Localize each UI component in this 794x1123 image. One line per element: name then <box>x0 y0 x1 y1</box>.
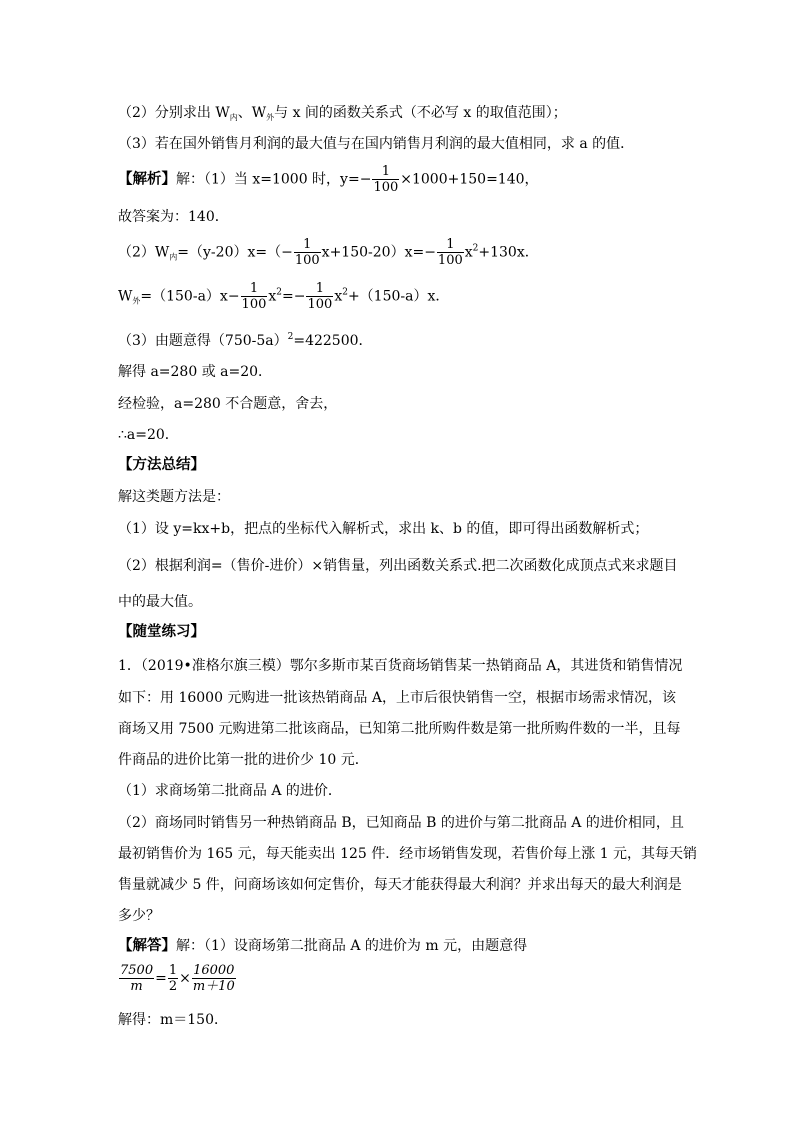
w-nei-a: =（y-20）x=（− <box>177 244 293 261</box>
step3-b: =422500． <box>293 333 373 349</box>
eq-times: × <box>179 970 191 987</box>
subscript-nei: 内 <box>169 252 178 262</box>
q2-tail: 与 x 间的函数关系式（不必写 x 的取值范围）； <box>274 105 567 121</box>
frac-denominator: 100 <box>241 297 267 312</box>
subscript-nei: 内 <box>229 113 238 122</box>
frac-numerator: 1 <box>381 164 390 179</box>
fraction-1-100 <box>437 237 464 268</box>
fraction-7500-over-m <box>119 963 154 994</box>
w-wai-d: x <box>334 288 343 305</box>
w-wai-c: =− <box>282 288 306 305</box>
frac-denominator: 100 <box>294 253 320 268</box>
eq-numerator-3: 16000 <box>193 963 235 978</box>
w-wai-line <box>118 281 449 312</box>
frac-numerator: 1 <box>249 281 259 296</box>
problem-1-line-4: 件商品的进价比第一批的进价少 10 元． <box>118 752 369 768</box>
method-title: 【方法总结】 <box>118 457 205 473</box>
w-nei-d: +130x． <box>478 244 539 261</box>
fraction-1-over-2 <box>168 963 178 994</box>
frac-denominator: 100 <box>307 297 333 312</box>
problem-1-q2-line-2: 最初销售价为 165 元，每天能卖出 125 件．经市场销售发现，若售价每上涨 1 元，其每天销 <box>118 846 698 862</box>
eq-denominator-3: m＋10 <box>192 979 235 994</box>
frac-numerator: 1 <box>315 281 325 296</box>
frac-numerator: 1 <box>303 237 312 252</box>
fraction-1-100 <box>306 281 333 312</box>
problem-1-q2-line-3: 售量就减少 5 件，问商场该如何定售价，每天才能获得最大利润？并求出每天的最大利润是 <box>118 877 682 893</box>
solution-line-1 <box>118 164 539 195</box>
w-nei-prefix: （2）W <box>118 244 170 261</box>
q2-sep: 、W <box>237 105 267 121</box>
problem-1-line-2: 如下：用 16000 元购进一批该热销商品 A，上市后很快销售一空，根据市场需求情况，该 <box>118 690 676 706</box>
problem-1-line-3: 商场又用 7500 元购进第二批该商品，已知第二批所购件数是第一批所购件数的一半，且每 <box>118 721 681 737</box>
result-line: 解得：m＝150． <box>118 1012 228 1028</box>
eq-equals: = <box>155 970 167 987</box>
q2-text: （2）分别求出 W <box>118 105 230 121</box>
w-nei-c: x <box>464 244 473 261</box>
superscript-2: 2 <box>276 287 283 298</box>
eq-denominator-2: 2 <box>168 979 178 994</box>
jieda-line <box>118 936 527 956</box>
problem-1-q2-line-1: （2）商场同时销售另一种热销商品 B，已知商品 B 的进价与第二批商品 A 的进价相同，且 <box>118 815 684 831</box>
equation-line <box>118 963 237 994</box>
jiexi-text-a: 解：（1）当 x=1000 时，y=− <box>176 171 372 188</box>
w-nei-b: x+150-20）x=− <box>321 244 436 261</box>
w-nei-line <box>118 237 539 268</box>
subscript-wai: 外 <box>132 296 141 306</box>
question-3: （3）若在国外销售月利润的最大值与在国内销售月利润的最大值相同，求 a 的值． <box>118 136 635 152</box>
jiexi-label: 【解析】 <box>118 171 176 188</box>
method-intro: 解这类题方法是： <box>118 489 230 505</box>
fraction-1-100 <box>241 281 268 312</box>
w-wai-a: =（150-a）x− <box>140 288 240 305</box>
fraction-1-100 <box>294 237 321 268</box>
problem-1-q1: （1）求商场第二批商品 A 的进价． <box>118 783 342 799</box>
eq-numerator-2: 1 <box>168 963 178 978</box>
fraction-1-100 <box>372 164 399 195</box>
problem-1-line-1: 1．（2019•准格尔旗三模）鄂尔多斯市某百货商场销售某一热销商品 A，其进货和销售情况 <box>118 658 683 674</box>
jiexi-text-b: ×1000+150=140， <box>400 171 539 188</box>
jieda-text: 解：（1）设商场第二批商品 A 的进价为 m 元，由题意得 <box>176 938 528 954</box>
superscript-2: 2 <box>342 287 348 298</box>
subscript-wai: 外 <box>266 113 275 122</box>
method-step-1: （1）设 y=kx+b，把点的坐标代入解析式，求出 k、b 的值，即可得出函数解析式； <box>118 521 649 537</box>
superscript-2: 2 <box>472 243 479 254</box>
jieda-label: 【解答】 <box>118 938 176 954</box>
check-line: 经检验，a=280 不合题意，舍去， <box>118 396 338 412</box>
frac-denominator: 100 <box>373 180 399 195</box>
method-step-2a: （2）根据利润=（售价-进价）×销售量，列出函数关系式.把二次函数化成顶点式来求题目 <box>118 558 678 574</box>
step-3-line <box>118 327 373 351</box>
eq-denominator-1: m <box>119 978 154 994</box>
frac-numerator: 1 <box>446 237 455 252</box>
problem-1-q2-line-4: 多少？ <box>118 908 160 924</box>
w-wai-prefix: W <box>118 288 133 305</box>
fraction-16000-over-m-plus-10 <box>192 963 236 994</box>
superscript-2: 2 <box>287 332 294 342</box>
w-wai-b: x <box>268 288 277 305</box>
therefore-line: ∴a=20． <box>118 427 179 443</box>
question-2 <box>118 103 567 128</box>
frac-denominator: 100 <box>437 253 463 268</box>
answer-line: 故答案为：140． <box>118 209 229 225</box>
practice-title: 【随堂练习】 <box>118 624 205 640</box>
eq-numerator-1: 7500 <box>120 963 154 978</box>
method-step-2b: 中的最大值。 <box>118 594 202 610</box>
step3-a: （3）由题意得（750-5a） <box>118 333 288 349</box>
solve-line: 解得 a=280 或 a=20． <box>118 364 273 380</box>
w-wai-e: +（150-a）x． <box>347 288 450 305</box>
